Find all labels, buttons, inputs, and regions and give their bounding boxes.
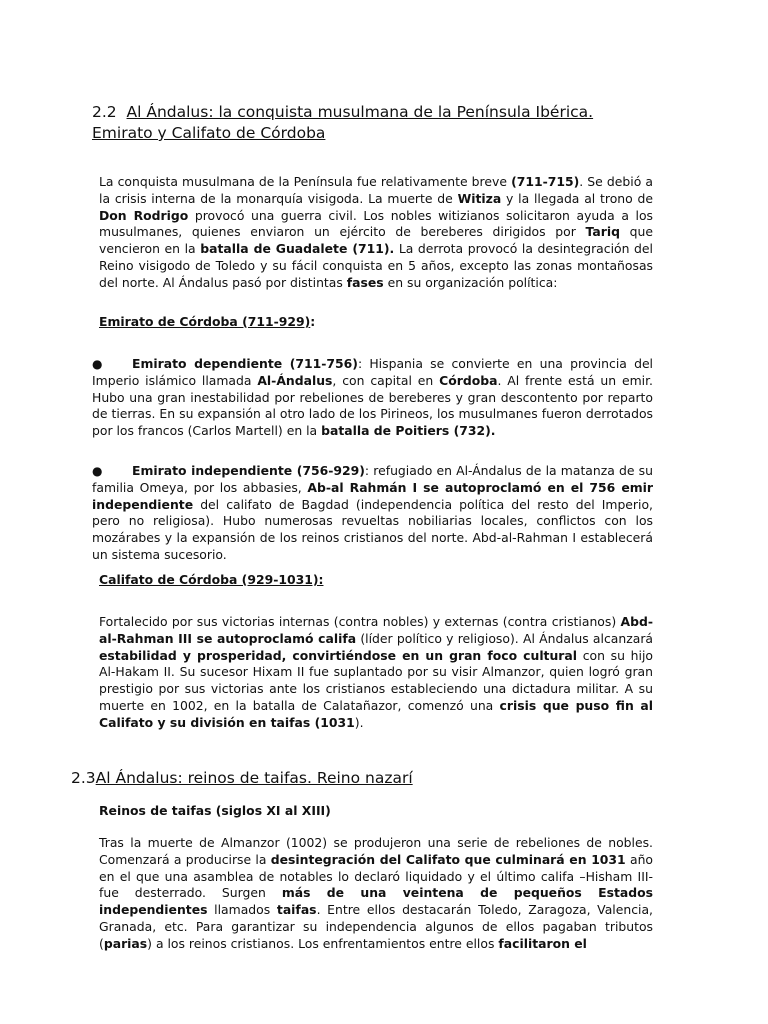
taifas-paragraph: Tras la muerte de Almanzor (1002) se produjeron una serie de rebeliones de nobles. Comenzará a producirse la desintegración del Califato que culminará en 1031 año en el que una asamblea de notables lo declaró liquidado y el último califa –Hisham III- fue desterrado. Surgen más de una veintena de pequeños Estados independientes llamados taifas. Entre ellos destacarán Toledo, Zaragoza, Valencia, Granada, etc. Para garantizar su independencia algunos de ellos pagaban tributos (parias) a los reinos cristianos. Los enfrentamientos entre ellos facilitaron el	[99, 835, 654, 951]
califato-paragraph: Fortalecido por sus victorias internas (contra nobles) y externas (contra cristianos) Abd-al-Rahman III se autoproclamó califa (líder político y religioso). Al Ándalus alcanzará estabilidad y prosperidad, convirtiéndose en un gran foco cultural con su hijo Al-Hakam II. Su sucesor Hixam II fue suplantado por su visir Almanzor, quien logró gran prestigio por sus victorias ante los cristianos estableciendo una dictadura militar. A su muerte en 1002, en la batalla de Calatañazor, comenzó una crisis que puso fin al Califato y su división en taifas (1031).	[99, 614, 654, 730]
section-title: Al Ándalus: reinos de taifas. Reino nazarí	[95, 769, 413, 787]
bullet-icon: ●	[92, 464, 103, 478]
califato-heading: Califato de Córdoba (929-1031):	[99, 572, 324, 587]
bullet-emirato-independiente: ● Emirato independiente (756-929): refugiado en Al-Ándalus de la matanza de su familia Omeya, por los abbasies, Ab-al Rahmán I se autoproclamó en el 756 emir independiente del califato de Bagdad (independencia política del resto del Imperio, pero no religiosa). Hubo numerosas revueltas nobiliarias locales, conflictos con los mozárabes y la expansión de los reinos cristianos del norte. Abd-al-Rahman I establecerá un sistema sucesorio.	[92, 463, 653, 562]
section-number: 2.2	[92, 103, 117, 121]
taifas-heading: Reinos de taifas (siglos XI al XIII)	[99, 803, 331, 818]
intro-paragraph: La conquista musulmana de la Península fue relativamente breve (711-715). Se debió a la crisis interna de la monarquía visigoda. La muerte de Witiza y la llegada al trono de Don Rodrigo provocó una guerra civil. Los nobles witizianos solicitaron ayuda a los musulmanes, quienes enviaron un ejército de bereberes dirigidos por Tariq que vencieron en la batalla de Guadalete (711). La derrota provocó la desintegración del Reino visigodo de Toledo y su fácil conquista en 5 años, excepto las zonas montañosas del norte. Al Ándalus pasó por distintas fases en su organización política:	[99, 174, 653, 290]
section-heading-2-3	[71, 768, 671, 789]
emirato-heading: Emirato de Córdoba (711-929):	[99, 314, 316, 329]
section-heading-2-2	[92, 102, 632, 144]
section-title: Al Ándalus: la conquista musulmana de la Península Ibérica. Emirato y Califato de Córdoba	[92, 103, 594, 142]
section-number: 2.3	[71, 769, 96, 787]
bullet-emirato-dependiente: ● Emirato dependiente (711-756): Hispania se convierte en una provincia del Imperio islámico llamada Al-Ándalus, con capital en Córdoba. Al frente está un emir. Hubo una gran inestabilidad por rebeliones de bereberes y gran descontento por reparto de tierras. En su expansión al otro lado de los Pirineos, los musulmanes fueron derrotados por los francos (Carlos Martell) en la batalla de Poitiers (732).	[92, 356, 654, 439]
bullet-icon: ●	[92, 357, 103, 371]
